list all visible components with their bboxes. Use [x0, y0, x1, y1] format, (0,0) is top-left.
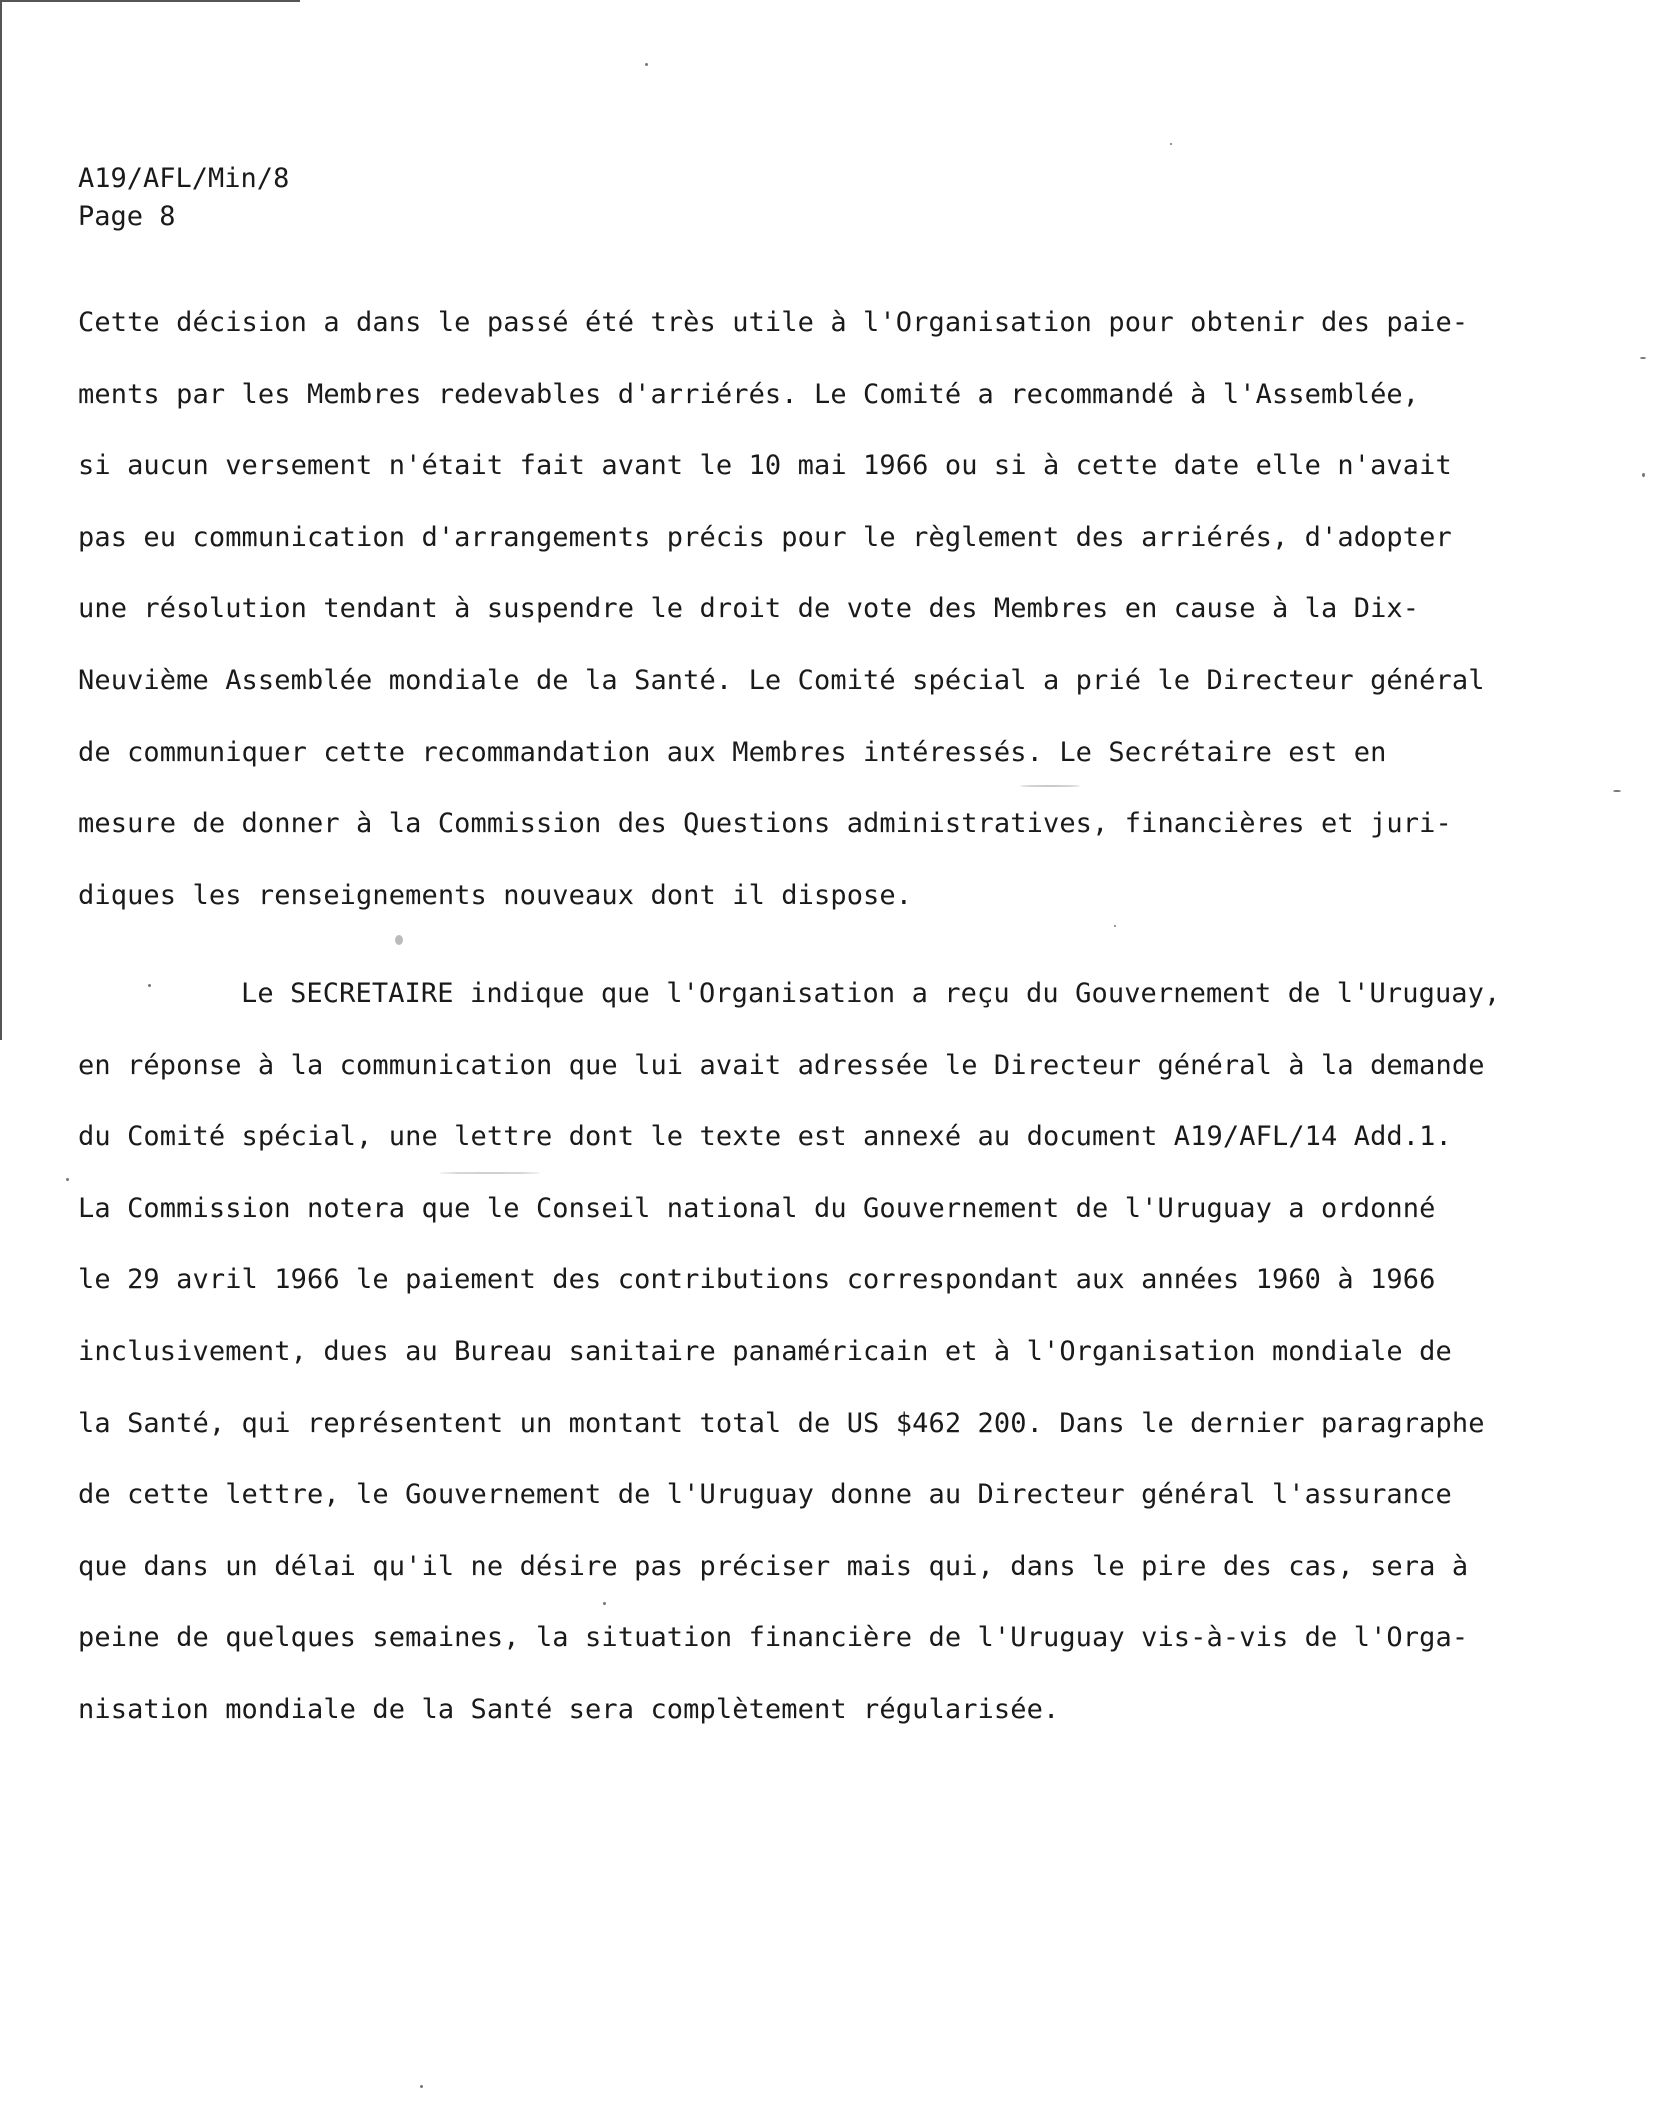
- text-line: la Santé, qui représentent un montant total de US $462 200. Dans le dernier paragraphe: [78, 1407, 1485, 1439]
- scan-top-border: [0, 0, 300, 2]
- scan-speck: [645, 63, 648, 66]
- text-line: le 29 avril 1966 le paiement des contributions correspondant aux années 1960 à 1966: [78, 1264, 1436, 1296]
- scan-speck: [1170, 143, 1172, 145]
- page-number: Page 8: [78, 201, 176, 232]
- text-line: que dans un délai qu'il ne désire pas préciser mais qui, dans le pire des cas, sera à: [78, 1550, 1469, 1582]
- text-line: si aucun versement n'était fait avant le 10 mai 1966 ou si à cette date elle n'avait: [78, 450, 1452, 482]
- scan-speck: [1613, 790, 1621, 792]
- paragraph-1: [78, 287, 1518, 931]
- scan-speck: [420, 2085, 423, 2088]
- scan-speck: [1114, 925, 1116, 927]
- text-line: inclusivement, dues au Bureau sanitaire panaméricain et à l'Organisation mondiale de: [78, 1335, 1452, 1367]
- text-line: de communiquer cette recommandation aux Membres intéressés. Le Secrétaire est en: [78, 736, 1387, 768]
- text-line: Cette décision a dans le passé été très utile à l'Organisation pour obtenir des paie-: [78, 307, 1469, 338]
- scan-speck: [1640, 357, 1646, 359]
- paragraph-2: [78, 958, 1518, 1746]
- scan-speck: [603, 1602, 606, 1605]
- scan-speck: [440, 1172, 540, 1174]
- text-line: mesure de donner à la Commission des Questions administratives, financières et juri-: [78, 808, 1452, 840]
- scan-speck: [1020, 785, 1080, 787]
- text-line: une résolution tendant à suspendre le droit de vote des Membres en cause à la Dix-: [78, 593, 1420, 625]
- text-line: Neuvième Assemblée mondiale de la Santé. Le Comité spécial a prié le Directeur général: [78, 664, 1485, 696]
- text-line: ments par les Membres redevables d'arriérés. Le Comité a recommandé à l'Assemblée,: [78, 378, 1420, 410]
- document-reference: A19/AFL/Min/8: [78, 163, 290, 194]
- text-line: diques les renseignements nouveaux dont il dispose.: [78, 879, 913, 911]
- text-line: La Commission notera que le Conseil national du Gouvernement de l'Uruguay a ordonné: [78, 1192, 1436, 1224]
- scan-speck: [1642, 473, 1645, 477]
- text-line: en réponse à la communication que lui avait adressée le Directeur général à la demande: [78, 1049, 1485, 1081]
- text-line: pas eu communication d'arrangements précis pour le règlement des arriérés, d'adopter: [78, 521, 1452, 553]
- text-line: de cette lettre, le Gouvernement de l'Uruguay donne au Directeur général l'assurance: [78, 1479, 1452, 1511]
- scan-speck: [66, 1178, 69, 1181]
- text-line: peine de quelques semaines, la situation financière de l'Uruguay vis-à-vis de l'Orga-: [78, 1622, 1469, 1654]
- text-line: Le SECRETAIRE indique que l'Organisation a reçu du Gouvernement de l'Uruguay,: [241, 978, 1501, 1009]
- scan-left-border: [0, 0, 2, 1040]
- document-header: [78, 160, 289, 236]
- text-line: nisation mondiale de la Santé sera complètement régularisée.: [78, 1693, 1060, 1725]
- scan-speck: [148, 984, 151, 987]
- text-line: du Comité spécial, une lettre dont le texte est annexé au document A19/AFL/14 Add.1.: [78, 1121, 1452, 1153]
- scan-speck: [395, 935, 403, 945]
